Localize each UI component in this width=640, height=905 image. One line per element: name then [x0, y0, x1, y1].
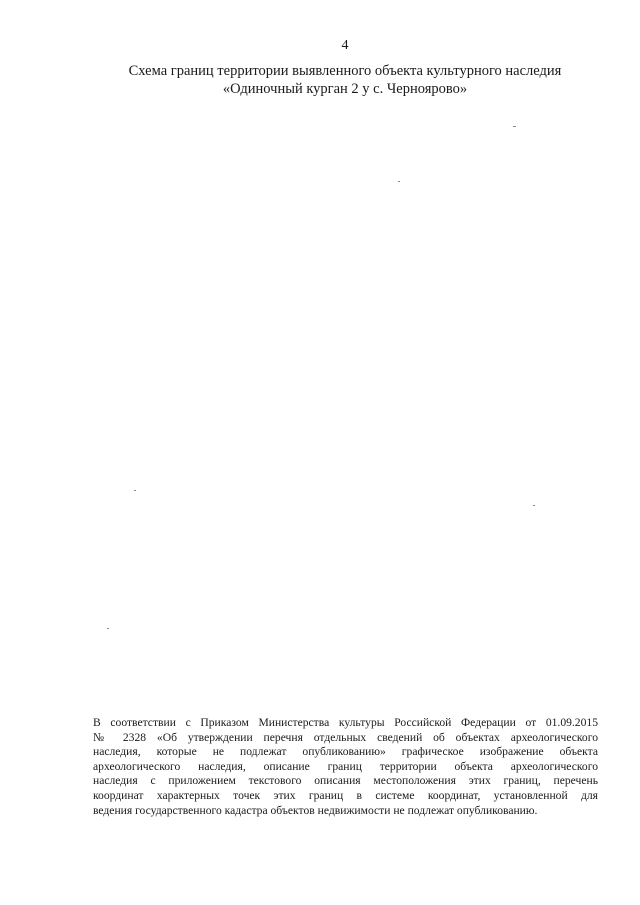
- notice-line: ведения государственного кадастра объектов недвижимости не подлежат опубликованию.: [93, 803, 538, 817]
- title-line-2: «Одиночный курган 2 у с. Черноярово»: [222, 81, 468, 97]
- notice-line: наследия, которые не подлежат опубликованию» графическое изображение объекта: [93, 745, 598, 759]
- notice-line: наследия с приложением текстового описания местоположения этих границ, перечень: [93, 774, 598, 788]
- publication-restriction-notice: [93, 716, 598, 818]
- scan-speck: [398, 181, 400, 182]
- scan-speck: [134, 490, 136, 491]
- notice-line: В соответствии с Приказом Министерства культуры Российской Федерации от 01.09.2015: [93, 716, 598, 729]
- page-number: 4: [341, 38, 349, 53]
- notice-line: координат характерных точек этих границ в системе координат, установленной для: [93, 788, 598, 802]
- notice-line: археологического наследия, описание границ территории объекта археологического: [93, 759, 598, 773]
- title-line-1: Схема границ территории выявленного объекта культурного наследия: [128, 63, 562, 79]
- document-title: [0, 62, 640, 98]
- scan-speck: [107, 628, 109, 629]
- scan-speck: [533, 505, 535, 506]
- scan-speck: [513, 126, 516, 127]
- notice-line: № 2328 «Об утверждении перечня отдельных сведений об объектах археологического: [93, 730, 598, 744]
